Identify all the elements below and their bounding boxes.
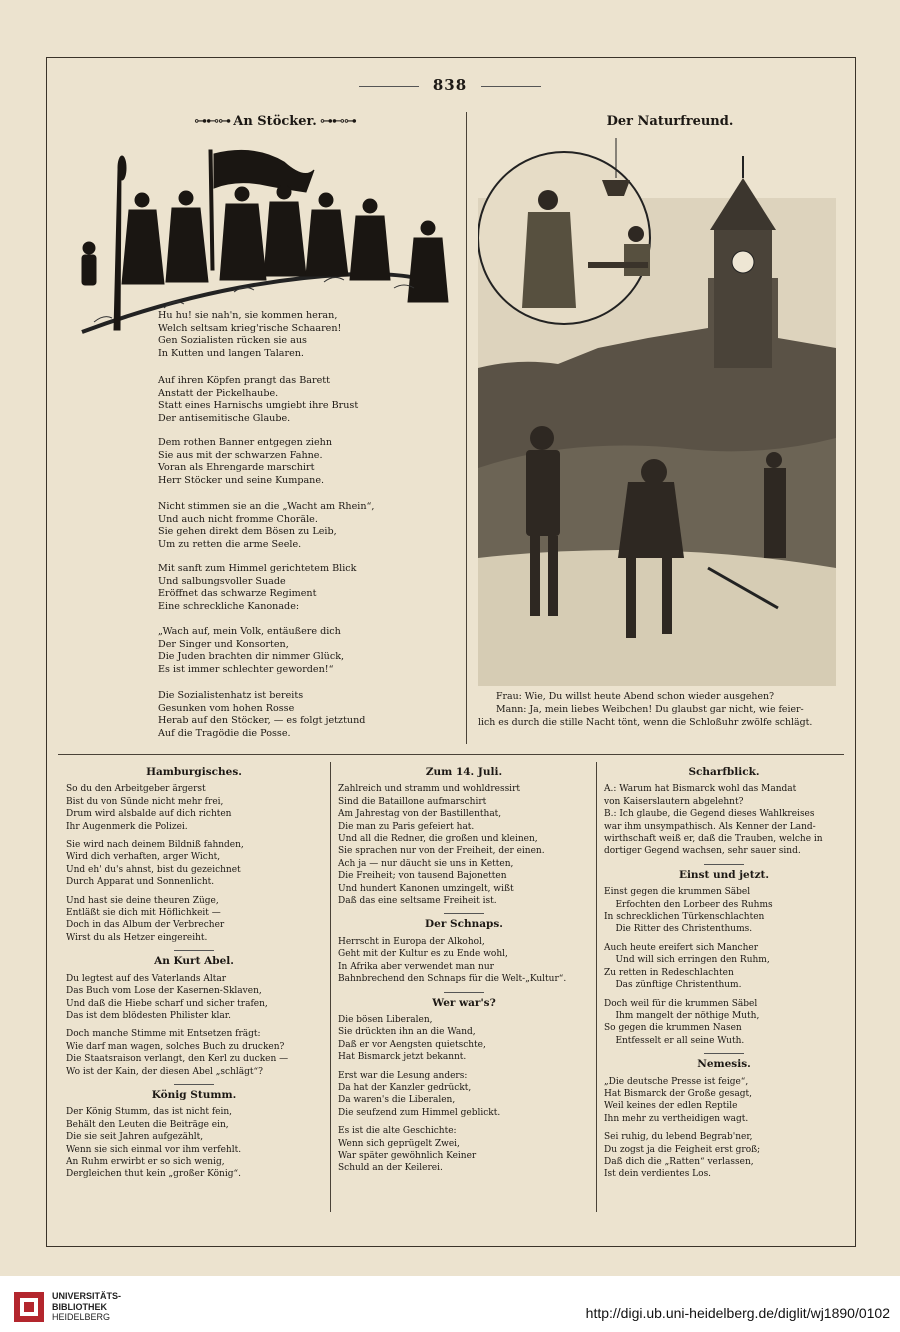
column-heading: Scharfblick.	[688, 766, 760, 778]
cartoon-title: Der Naturfreund.	[606, 114, 734, 129]
heidelberg-logo-icon	[12, 1290, 46, 1324]
verse-line: Da hat der Kanzler gedrückt,	[338, 1082, 472, 1093]
verse-line: Die Ritter des Christenthums.	[604, 924, 753, 935]
verse-line: Die seufzend zum Himmel geblickt.	[338, 1107, 501, 1118]
verse-line: Zu retten in Redeschlachten	[604, 967, 734, 978]
verse-line: Wenn sie sich einmal vor ihm verfehlt.	[66, 1144, 242, 1155]
verse-line: Sie sprachen nur von der Freiheit, der einen.	[338, 846, 545, 857]
verse-line: Und eh' du's ahnst, bist du gezeichnet	[66, 864, 241, 875]
top-column-divider	[466, 112, 467, 744]
verse-line: Entfesselt er all seine Wuth.	[604, 1035, 745, 1046]
verse-line: Die Freiheit; von tausend Bajonetten	[338, 871, 507, 882]
verse-line: Behält den Leuten die Beiträge ein,	[66, 1119, 229, 1130]
stanza-5: Mit sanft zum Himmel gerichtetem Blick Und salbungsvoller Suade Eröffnet das schwarze Regiment Eine schreckliche Kanonade:	[158, 563, 357, 612]
verse-line: Die Staatsraison verlangt, den Kerl zu ducken —	[66, 1054, 289, 1065]
verse-line: Da waren's die Liberalen,	[338, 1095, 456, 1106]
verse-line: Geht mit der Kultur es zu Ende wohl,	[338, 949, 508, 960]
stanza-6: „Wach auf, mein Volk, entäußere dich Der Singer und Konsorten, Die Juden brachten dir nimmer Glück, Es ist immer schlechter geworden!“	[158, 626, 345, 675]
column-3	[604, 762, 844, 1181]
verse-line: In schrecklichen Türkenschlachten	[604, 912, 765, 923]
verse-line: Dergleichen thut kein „großer König“.	[66, 1169, 241, 1180]
caption-line-3: lich es durch die stille Nacht tönt, wenn die Schloßuhr zwölfe schlägt.	[478, 717, 813, 728]
logo-line-3: HEIDELBERG	[52, 1312, 111, 1322]
column-heading: Nemesis.	[697, 1058, 751, 1071]
separator-rule	[444, 992, 484, 993]
verse-line: Das zünftige Christenthum.	[604, 980, 742, 991]
verse-line: Die man zu Paris gefeiert hat.	[338, 821, 475, 832]
verse-line: war ihm unsympathisch. Als Kenner der Land-	[604, 821, 816, 832]
verse-line: Bahnbrechend den Schnaps für die Welt-„Kultur“.	[338, 974, 567, 985]
stanza-7: Die Sozialistenhatz ist bereits Gesunken vom hohen Rosse Herab auf den Stöcker, — es folgt jetztund Auf die Tragödie die Posse.	[158, 690, 366, 739]
verse-line: Ihr Augenmerk die Polizei.	[66, 821, 188, 832]
viewer-footer	[0, 1276, 900, 1332]
stanza-4: Nicht stimmen sie an die „Wacht am Rhein“, Und auch nicht fromme Choräle. Sie gehen direkt dem Bösen zu Leib, Um zu retten die arme Seele.	[158, 501, 375, 550]
verse-line: Ach ja — nur däucht sie uns in Ketten,	[338, 858, 514, 869]
column-1	[66, 762, 322, 1181]
verse-line: Hat Bismarck jetzt bekannt.	[338, 1052, 467, 1063]
verse-line: Wirst du als Hetzer eingereiht.	[66, 932, 208, 943]
verse-line: Die bösen Liberalen,	[338, 1014, 433, 1025]
verse-line: A.: Warum hat Bismarck wohl das Mandat	[604, 784, 797, 795]
verse-line: Der König Stumm, das ist nicht fein,	[66, 1107, 233, 1118]
verse-line: War später gewöhnlich Keiner	[338, 1150, 477, 1161]
verse-line: Zahlreich und stramm und wohldressirt	[338, 784, 520, 795]
column-divider-1	[330, 762, 331, 1212]
verse-line: Ihn mehr zu vertheidigen wagt.	[604, 1113, 749, 1124]
separator-rule	[174, 1084, 214, 1085]
column-heading: Einst und jetzt.	[678, 868, 770, 881]
verse-line: Daß dich die „Ratten“ verlassen,	[604, 1156, 754, 1167]
separator-rule	[444, 913, 484, 914]
page-number: 838	[0, 76, 900, 94]
verse-line: Sei ruhig, du lebend Begrab'ner,	[604, 1132, 753, 1143]
verse-line: Es ist die alte Geschichte:	[338, 1126, 457, 1137]
verse-line: Durch Apparat und Sonnenlicht.	[66, 877, 215, 888]
stanza-2: Auf ihren Köpfen prangt das Barett Anstatt der Pickelhaube. Statt eines Harnischs umgiebt ihre Brust Der antisemitische Glaube.	[158, 375, 359, 424]
verse-line: Auch heute ereifert sich Mancher	[604, 942, 759, 953]
verse-line: wirthschaft weiß er, daß die Trauben, welche in	[604, 834, 823, 845]
verse-line: Doch weil für die krummen Säbel	[604, 998, 758, 1009]
verse-line: Einst gegen die krummen Säbel	[604, 887, 751, 898]
verse-line: Sie wird nach deinem Bildniß fahnden,	[66, 840, 244, 851]
verse-line: Du zogst ja die Feigheit erst groß;	[604, 1144, 761, 1155]
verse-line: Erst war die Lesung anders:	[338, 1070, 468, 1081]
verse-line: Du legtest auf des Vaterlands Altar	[66, 973, 227, 984]
verse-line: Bist du von Sünde nicht mehr frei,	[66, 796, 224, 807]
column-heading: Zum 14. Juli.	[425, 766, 503, 778]
column-heading: Wer war's?	[432, 996, 496, 1009]
verse-line: Daß das eine seltsame Freiheit ist.	[338, 896, 497, 907]
verse-line: Erfochten den Lorbeer des Ruhms	[604, 899, 773, 910]
verse-line: von Kaiserslautern abgelehnt?	[604, 796, 744, 807]
column-2	[338, 762, 590, 1175]
library-logo-text	[52, 1291, 121, 1323]
verse-line: B.: Ich glaube, die Gegend dieses Wahlkreises	[604, 809, 815, 820]
verse-line: Schuld an der Keilerei.	[338, 1163, 443, 1174]
verse-line: Die sie seit Jahren aufgezählt,	[66, 1132, 204, 1143]
verse-line: Und will sich erringen den Ruhm,	[604, 955, 770, 966]
verse-line: „Die deutsche Presse ist feige“,	[604, 1076, 749, 1087]
stanza-3: Dem rothen Banner entgegen ziehn Sie aus mit der schwarzen Fahne. Voran als Ehrengarde marschirt Herr Stöcker und seine Kumpane.	[158, 437, 332, 486]
permalink-url[interactable]: http://digi.ub.uni-heidelberg.de/diglit/wj1890/0102	[585, 1305, 890, 1321]
separator-rule	[704, 1053, 744, 1054]
verse-line: Daß er vor Aengsten quietschte,	[338, 1039, 486, 1050]
verse-line: Wo ist der Kain, der diesen Abel „schlägt“?	[66, 1066, 263, 1077]
verse-line: Und all die Redner, die großen und kleinen,	[338, 834, 538, 845]
verse-line: So du den Arbeitgeber ärgerst	[66, 784, 206, 795]
verse-line: Doch manche Stimme mit Entsetzen frägt:	[66, 1029, 261, 1040]
separator-rule	[174, 950, 214, 951]
column-heading: König Stumm.	[151, 1088, 237, 1101]
left-poem-title: ⊶⊷⊶ An Stöcker. ⊶⊷⊶	[194, 114, 356, 129]
verse-line: Ihm mangelt der nöthige Muth,	[604, 1010, 760, 1021]
column-heading: An Kurt Abel.	[154, 955, 234, 968]
verse-line: Weil keines der edlen Reptile	[604, 1101, 738, 1112]
naturfreund-illustration	[478, 138, 836, 686]
logo-line-2: BIBLIOTHEK	[52, 1301, 107, 1312]
caption-line-1: Frau: Wie, Du willst heute Abend schon wieder ausgehen?	[496, 691, 775, 702]
verse-line: Und hast sie deine theuren Züge,	[66, 895, 219, 906]
column-heading: Hamburgisches.	[146, 766, 242, 778]
verse-line: Entläßt sie dich mit Höflichkeit —	[66, 908, 221, 919]
verse-line: Wird dich verhaften, arger Wicht,	[66, 852, 221, 863]
verse-line: Und daß die Hiebe scharf und sicher trafen,	[66, 998, 268, 1009]
verse-line: Sie drückten ihn an die Wand,	[338, 1027, 476, 1038]
column-divider-2	[596, 762, 597, 1212]
section-divider	[58, 754, 844, 755]
verse-line: dortiger Gegend wachsen, sehr sauer sind.	[604, 846, 801, 857]
verse-line: Hat Bismarck der Große gesagt,	[604, 1088, 753, 1099]
verse-line: Doch in das Album der Verbrecher	[66, 920, 225, 931]
verse-line: Sind die Bataillone aufmarschirt	[338, 796, 487, 807]
verse-line: Am Jahrestag von der Bastillenthat,	[338, 809, 502, 820]
verse-line: Ist dein verdientes Los.	[604, 1169, 712, 1180]
verse-line: In Afrika aber verwendet man nur	[338, 961, 494, 972]
column-heading: Der Schnaps.	[425, 918, 503, 931]
verse-line: So gegen die krummen Nasen	[604, 1023, 742, 1034]
caption-line-2: Mann: Ja, mein liebes Weibchen! Du glaubst gar nicht, wie feier-	[496, 704, 804, 715]
separator-rule	[704, 864, 744, 865]
logo-line-1: UNIVERSITÄTS-	[52, 1291, 122, 1301]
verse-line: An Ruhm erwirbt er so sich wenig,	[66, 1156, 225, 1167]
verse-line: Herrscht in Europa der Alkohol,	[338, 936, 485, 947]
verse-line: Das Buch vom Lose der Kasernen-Sklaven,	[66, 986, 262, 997]
verse-line: Wenn sich geprügelt Zwei,	[338, 1138, 460, 1149]
stanza-1: Hu hu! sie nah'n, sie kommen heran, Welch seltsam krieg'rische Schaaren! Gen Sozialisten rücken sie aus In Kutten und langen Talaren.	[158, 310, 342, 359]
verse-line: Drum wird alsbalde auf dich richten	[66, 809, 232, 820]
verse-line: Wie darf man wagen, solches Buch zu drucken?	[66, 1041, 285, 1052]
verse-line: Das ist dem blödesten Philister klar.	[66, 1010, 231, 1021]
verse-line: Und hundert Kanonen umzingelt, wißt	[338, 883, 514, 894]
